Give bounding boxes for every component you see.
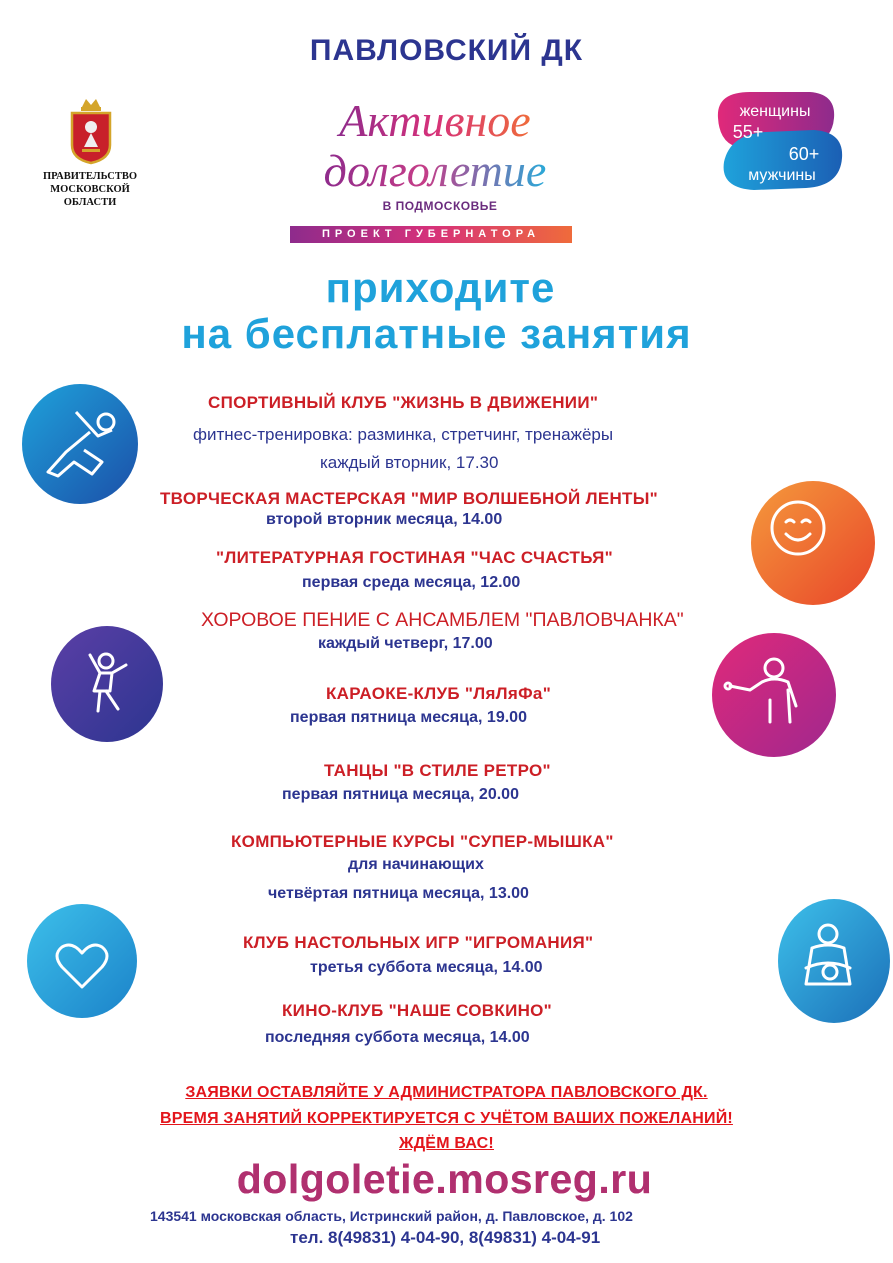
note-line: ЖДЁМ ВАС! bbox=[399, 1135, 494, 1152]
heart-icon bbox=[26, 903, 138, 1019]
dancer-icon bbox=[50, 625, 164, 743]
activity-detail: для начинающих bbox=[348, 856, 484, 873]
logo-line2: долголетие bbox=[323, 145, 547, 196]
note-line: ЗАЯВКИ ОСТАВЛЯЙТЕ У АДМИНИСТРАТОРА ПАВЛОВСКОГО ДК. bbox=[185, 1084, 708, 1101]
badge-men-age: 60+ bbox=[788, 144, 820, 164]
activity-title: КАРАОКЕ-КЛУБ "ЛяЛяФа" bbox=[326, 684, 552, 703]
singer-icon bbox=[710, 630, 838, 760]
headline-line2: на бесплатные занятия bbox=[181, 310, 692, 357]
activity-schedule: каждый вторник, 17.30 bbox=[320, 453, 499, 472]
activity-detail: фитнес-тренировка: разминка, стретчинг, тренажёры bbox=[193, 425, 614, 444]
activity-schedule: первая пятница месяца, 19.00 bbox=[290, 709, 527, 726]
activity-schedule: второй вторник месяца, 14.00 bbox=[266, 511, 503, 528]
government-label-line: ПРАВИТЕЛЬСТВО bbox=[42, 171, 138, 182]
activity-title: КЛУБ НАСТОЛЬНЫХ ИГР "ИГРОМАНИЯ" bbox=[243, 933, 594, 952]
activity-title: "ЛИТЕРАТУРНАЯ ГОСТИНАЯ "ЧАС СЧАСТЬЯ" bbox=[216, 548, 613, 567]
activity-schedule: третья суббота месяца, 14.00 bbox=[310, 959, 543, 976]
note-line: ВРЕМЯ ЗАНЯТИЙ КОРРЕКТИРУЕТСЯ С УЧЁТОМ ВАШИХ ПОЖЕЛАНИЙ! bbox=[160, 1110, 733, 1127]
age-badge bbox=[710, 88, 850, 194]
badge-women-label: женщины bbox=[739, 103, 811, 120]
activity-title: СПОРТИВНЫЙ КЛУБ "ЖИЗНЬ В ДВИЖЕНИИ" bbox=[208, 393, 599, 412]
activity-title: ТВОРЧЕСКАЯ МАСТЕРСКАЯ "МИР ВОЛШЕБНОЙ ЛЕНТЫ" bbox=[160, 489, 659, 508]
government-label-line: МОСКОВСКОЙ bbox=[50, 184, 130, 195]
address: 143541 московская область, Истринский район, д. Павловское, д. 102 bbox=[150, 1208, 633, 1224]
smile-icon bbox=[748, 478, 878, 608]
coat-of-arms-icon bbox=[68, 97, 114, 165]
badge-women-age: 55+ bbox=[732, 122, 764, 142]
project-banner: ПРОЕКТ ГУБЕРНАТОРА bbox=[290, 226, 572, 243]
activity-schedule: первая среда месяца, 12.00 bbox=[302, 574, 521, 591]
website-link[interactable]: dolgoletie.mosreg.ru bbox=[0, 1156, 891, 1203]
logo-line1: Активное bbox=[339, 95, 531, 146]
project-logo bbox=[285, 92, 585, 196]
activity-schedule: каждый четверг, 17.00 bbox=[318, 635, 493, 652]
activity-title: ТАНЦЫ "В СТИЛЕ РЕТРО" bbox=[324, 761, 551, 780]
badge-men-label: мужчины bbox=[748, 167, 816, 184]
venue-title: ПАВЛОВСКИЙ ДК bbox=[309, 34, 584, 67]
activity-title: КОМПЬЮТЕРНЫЕ КУРСЫ "СУПЕР-МЫШКА" bbox=[231, 832, 614, 851]
activity-schedule: последняя суббота месяца, 14.00 bbox=[265, 1029, 530, 1046]
government-label bbox=[30, 170, 150, 209]
logo-subtitle: В ПОДМОСКОВЬЕ bbox=[382, 199, 498, 213]
government-label-line: ОБЛАСТИ bbox=[63, 197, 117, 208]
knitting-icon bbox=[776, 896, 890, 1026]
activity-schedule: четвёртая пятница месяца, 13.00 bbox=[268, 885, 529, 902]
activity-title: ХОРОВОЕ ПЕНИЕ С АНСАМБЛЕМ "ПАВЛОВЧАНКА" bbox=[201, 609, 684, 631]
headline-line1: приходите bbox=[325, 264, 556, 311]
activity-schedule: первая пятница месяца, 20.00 bbox=[282, 786, 519, 803]
phone: тел. 8(49831) 4-04-90, 8(49831) 4-04-91 bbox=[290, 1228, 601, 1247]
runner-icon bbox=[20, 382, 140, 506]
activity-title: КИНО-КЛУБ "НАШЕ СОВКИНО" bbox=[282, 1001, 553, 1020]
